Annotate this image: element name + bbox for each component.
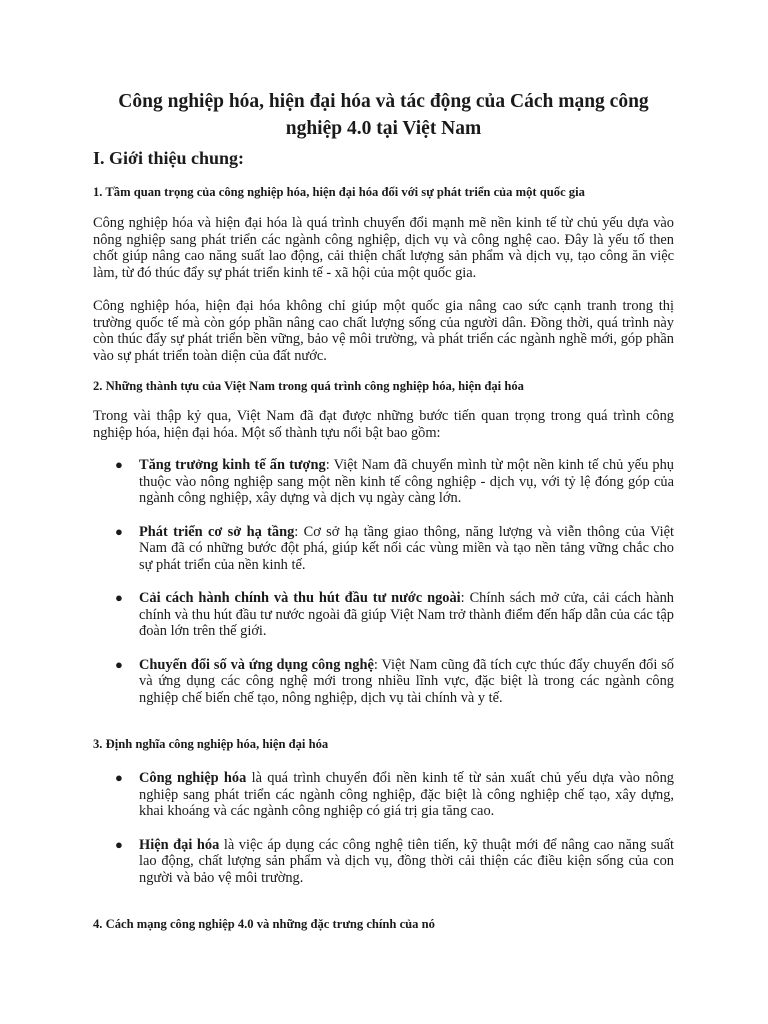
bullet-icon: ● — [115, 656, 123, 672]
section-heading-intro: I. Giới thiệu chung: — [93, 148, 244, 168]
list-item-term: Hiện đại hóa — [139, 836, 220, 853]
subheading-industry-4: 4. Cách mạng công nghiệp 4.0 và những đặc trưng chính của nó — [93, 917, 435, 931]
list-item-text: là quá trình chuyển đổi nền kinh tế từ sản xuất chủ yếu dựa vào nông nghiệp sang phát triển các ngành công nghiệp, đặc biệt là công nghiệp chế tạo, xây dựng, khai khoáng và các ngành công nghiệp có giá trị gia tăng cao. — [139, 770, 674, 819]
list-item — [93, 770, 674, 820]
achievements-list — [93, 457, 674, 706]
list-item-term: Chuyển đổi số và ứng dụng công nghệ — [139, 656, 374, 673]
document-title: Công nghiệp hóa, hiện đại hóa và tác động của Cách mạng công nghiệp 4.0 tại Việt Nam — [118, 91, 649, 139]
bullet-icon: ● — [115, 523, 123, 539]
list-item — [93, 837, 674, 887]
list-item-term: Tăng trưởng kinh tế ấn tượng — [139, 457, 326, 473]
subheading-importance: 1. Tầm quan trọng của công nghiệp hóa, hiện đại hóa đối với sự phát triển của một quốc gia — [93, 185, 585, 199]
bullet-icon: ● — [115, 770, 123, 785]
paragraph-importance-2: Công nghiệp hóa, hiện đại hóa không chỉ giúp một quốc gia nâng cao sức cạnh tranh trong thị trường quốc tế mà còn góp phần nâng cao chất lượng sống của người dân. Đồng thời, quá trình này còn thúc đẩy sự phát triển bền vững, bảo vệ môi trường, và phát triển các ngành nghề mới, góp phần vào sự phát triển toàn diện của đất nước. — [93, 298, 674, 364]
list-item-text: : Cơ sở hạ tầng giao thông, năng lượng và viễn thông của Việt Nam đã có những bước đột phá, giúp kết nối các vùng miền và tạo nền tảng vững chắc cho sự phát triển của nền kinh tế. — [139, 523, 674, 573]
definitions-list — [93, 770, 674, 886]
subheading-achievements: 2. Những thành tựu của Việt Nam trong quá trình công nghiệp hóa, hiện đại hóa — [93, 379, 524, 393]
bullet-icon: ● — [115, 590, 123, 605]
list-item-text: là việc áp dụng các công nghệ tiên tiến, kỹ thuật mới để nâng cao năng suất lao động, chất lượng sản phẩm và dịch vụ, đồng thời cải thiện các điều kiện sống của con người và bảo vệ môi trường. — [139, 836, 674, 886]
list-item-text: : Việt Nam cũng đã tích cực thúc đẩy chuyển đổi số và ứng dụng các công nghệ mới trong nhiều lĩnh vực, đặc biệt là trong các ngành công nghiệp chế biến chế tạo, nông nghiệp, dịch vụ tài chính và y tế. — [139, 656, 674, 706]
list-item-text: : Việt Nam đã chuyển mình từ một nền kinh tế chủ yếu phụ thuộc vào nông nghiệp sang một nền kinh tế công nghiệp - dịch vụ, với tỷ lệ đóng góp của ngành công nghiệp, xây dựng và dịch vụ ngày càng lớn. — [139, 457, 674, 506]
subheading-definitions: 3. Định nghĩa công nghiệp hóa, hiện đại hóa — [93, 737, 329, 751]
bullet-icon: ● — [115, 457, 123, 472]
list-item — [93, 657, 674, 707]
list-item — [93, 590, 674, 640]
list-item — [93, 457, 674, 507]
paragraph-achievements-intro: Trong vài thập kỷ qua, Việt Nam đã đạt được những bước tiến quan trọng trong quá trình công nghiệp hóa, hiện đại hóa. Một số thành tựu nổi bật bao gồm: — [93, 408, 674, 441]
list-item-term: Phát triển cơ sở hạ tầng — [139, 523, 295, 540]
list-item-term: Công nghiệp hóa — [139, 770, 247, 786]
list-item — [93, 524, 674, 574]
list-item-text: : Chính sách mở cửa, cải cách hành chính và thu hút đầu tư nước ngoài đã giúp Việt Nam trở thành điểm đến hấp dẫn của các tập đoàn lớn trên thế giới. — [139, 590, 674, 639]
list-item-term: Cải cách hành chính và thu hút đầu tư nước ngoài — [139, 590, 461, 606]
bullet-icon: ● — [115, 836, 123, 852]
paragraph-importance-1: Công nghiệp hóa và hiện đại hóa là quá trình chuyển đổi mạnh mẽ nền kinh tế từ chủ yếu dựa vào nông nghiệp sang phát triển các ngành công nghiệp, dịch vụ và công nghệ cao. Đây là yếu tố then chốt giúp nâng cao năng suất lao động, cải thiện chất lượng sản phẩm và dịch vụ, tạo công ăn việc làm, từ đó thúc đẩy sự phát triển kinh tế - xã hội của một quốc gia. — [93, 215, 674, 281]
